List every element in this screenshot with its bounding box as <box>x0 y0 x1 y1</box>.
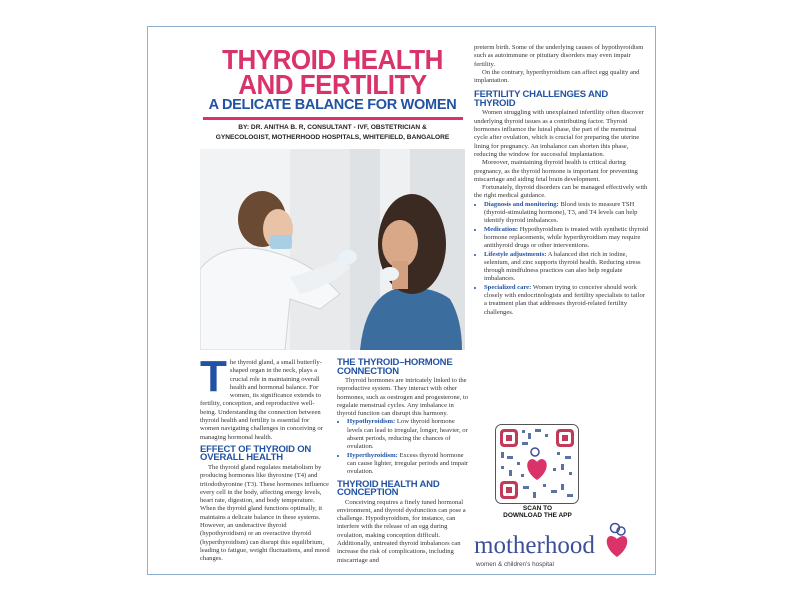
column-1 <box>200 352 330 564</box>
heading-effect-of-thyroid: EFFECT OF THYROID ON OVERALL HEALTH <box>200 443 312 464</box>
title-line-1: THYROID HEALTH <box>222 43 443 76</box>
column-3 <box>474 44 649 317</box>
article-subtitle: A DELICATE BALANCE FOR WOMEN <box>208 97 457 113</box>
qr-caption <box>495 505 580 519</box>
byline <box>200 123 465 143</box>
intro-paragraph: he thyroid gland, a small butterfly-shaped organ in the neck, plays a crucial role in maintaining overall health and hormonal balance. For women, its significance extends to fertility, conception, and reproductive well-being. Understanding the connection between thyroid health and fertility is essential for women navigating challenges in conceiving or managing hormonal health. <box>200 359 323 441</box>
logo-tagline: women & children's hospital <box>476 561 554 568</box>
bullet-text: Low thyroid hormone levels can lead to irregular, longer, heavier, or absent periods, reducing the chances of ovulation. <box>347 418 468 451</box>
bullet-list <box>474 201 649 317</box>
title-line-2: AND FERTILITY <box>238 68 427 101</box>
byline-line-2: GYNECOLOGIST, MOTHERHOOD HOSPITALS, WHITEFIELD, BANGALORE <box>215 134 450 141</box>
list-item <box>484 251 649 284</box>
bullet-text: Women trying to conceive should work closely with endocrinologists and fertility specialists to tailor a treatment plan that addresses thyroid-related fertility challenges. <box>484 283 645 316</box>
body-paragraph: preterm birth. Some of the underlying causes of hypothyroidism such as autoimmune or pituitary disorders may even impair fertility. <box>474 44 644 68</box>
bullet-text: Hypothyroidism is treated with synthetic thyroid hormone replacements, while hyperthyroidism may require antithyroid drugs or other interventions. <box>484 225 649 250</box>
app-download-qr-code[interactable] <box>495 424 579 504</box>
article-title <box>200 43 465 101</box>
title-divider <box>203 117 463 120</box>
qr-caption-line-1: SCAN TO <box>522 505 553 512</box>
list-item <box>347 418 470 451</box>
bullet-lead: Specialized care: <box>484 283 532 291</box>
motherhood-logo: motherhood <box>474 532 595 559</box>
body-paragraph: Conceiving requires a finely tuned hormonal environment, and thyroid dysfunction can pose a challenge. Hypothyroidism, for instance, can interfere with the release of an egg during ovulation, making conception difficult. Additionally, untreated thyroid imbalances can increase the risk of complications, including miscarriage and <box>337 498 466 564</box>
bullet-text: A balanced diet rich in iodine, selenium, and zinc supports thyroid health. Reducing stress through mindfulness practices can also help regulate imbalances. <box>484 250 641 283</box>
body-paragraph: The thyroid gland regulates metabolism by producing hormones like thyroxine (T4) and triiodothyronine (T3). These hormones influence every cell in the body, affecting energy levels, heart rate, digestion, and body temperature. When the thyroid gland functions optimally, it maintains a delicate balance in these systems. However, an underactive thyroid (hypothyroidism) or an overactive thyroid (hyperthyroidism) can disrupt this equilibrium, leading to fatigue, weight fluctuations, and mood changes. <box>200 463 330 563</box>
bullet-list <box>337 418 470 476</box>
heart-logo-icon <box>604 522 630 558</box>
bullet-text: Excess thyroid hormone can cause lighter, irregular periods and impair ovulation. <box>347 451 469 476</box>
heading-thyroid-health-conception: THYROID HEALTH AND CONCEPTION <box>337 478 440 499</box>
qr-caption-line-2: DOWNLOAD THE APP <box>503 512 572 519</box>
heading-fertility-challenges: FERTILITY CHALLENGES AND THYROID <box>474 89 609 109</box>
doctor-examining-patient-photo <box>200 149 465 350</box>
body-paragraph: On the contrary, hyperthyroidism can affect egg quality and implantation. <box>474 68 640 85</box>
bullet-lead: Lifestyle adjustments: <box>484 250 547 258</box>
bullet-lead: Hypothyroidism: <box>347 418 396 426</box>
list-item <box>484 226 649 251</box>
bullet-lead: Diagnosis and monitoring: <box>484 200 559 208</box>
body-paragraph: Fortunately, thyroid disorders can be managed effectively with the right medical guidance. <box>474 184 648 200</box>
list-item <box>347 452 470 477</box>
body-paragraph: Moreover, maintaining thyroid health is critical during pregnancy, as the thyroid hormone is important for preventing miscarriage and aiding fetal brain development. <box>474 159 638 183</box>
bullet-lead: Hyperthyroidism: <box>347 451 398 459</box>
bullet-lead: Medication: <box>484 225 519 233</box>
heading-thyroid-hormone-connection: THE THYROID–HORMONE CONNECTION <box>337 357 453 377</box>
list-item <box>484 201 649 226</box>
byline-line-1: BY: DR. ANITHA B. R, CONSULTANT - IVF, OBSTETRICIAN & <box>238 124 427 131</box>
list-item <box>484 284 649 317</box>
bullet-text: Blood tests to measure TSH (thyroid-stimulating hormone), T3, and T4 levels can help identify thyroid imbalances. <box>484 200 638 225</box>
body-paragraph: Women struggling with unexplained infertility often discover underlying thyroid issues as a contributing factor. Thyroid hormones influence the luteal phase, the part of the menstrual cycle after ovulation, which is crucial for preparing the uterine lining for pregnancy. An imbalance can shorten this phase, reducing the window for successful implantation. <box>474 109 644 158</box>
drop-cap: T <box>200 352 227 401</box>
column-2 <box>337 355 470 565</box>
body-paragraph: Thyroid hormones are intricately linked to the reproductive system. They interact with other hormones, such as oestrogen and progesterone, to regulate menstrual cycles. Any imbalance in thyroid function can disrupt this harmony. <box>337 377 469 418</box>
